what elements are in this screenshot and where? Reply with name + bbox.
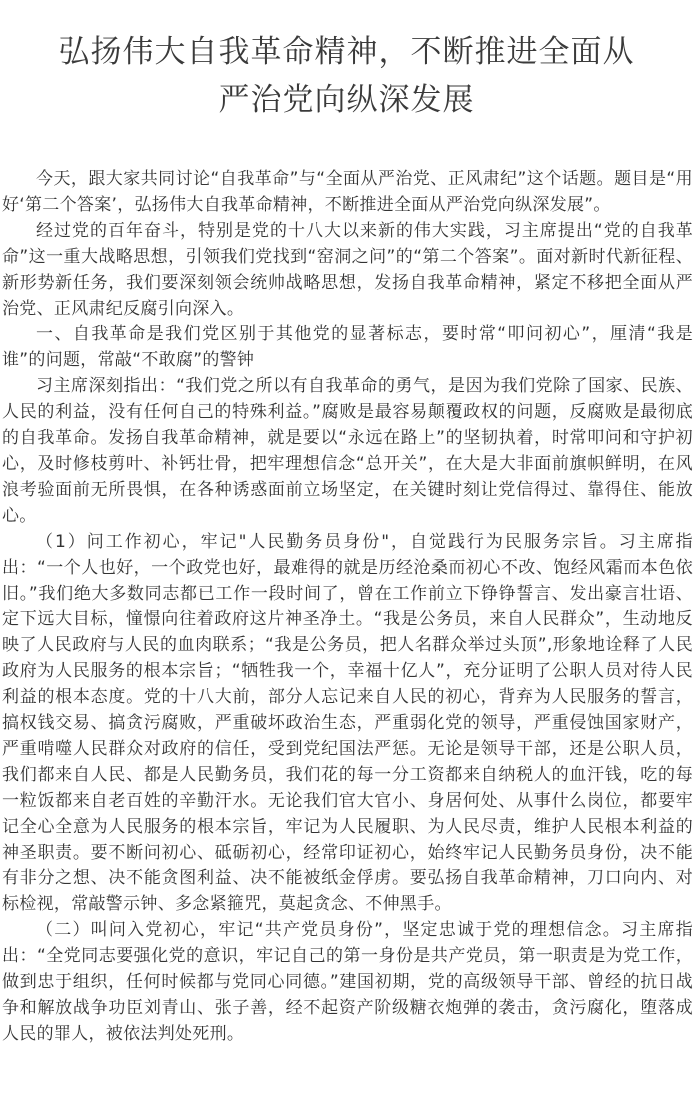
subsection-1: （1）问工作初心，牢记"人民勤务员身份"，自觉践行为民服务宗旨。习主席指出：“一个人也好，一个政党也好，最难得的就是历经沧桑而初心不改、饱经风霜而本色依旧。”我们绝大多数同志都已工作一段时间了，曾在工作前立下铮铮誓言、发出豪言壮语、定下远大目标，憧憬向往着政府这片神圣净土。“我是公务员，来自人民群众”，生动地反映了人民政府与人民的血肉联系；“我是公务员，把人名群众举过头顶”,形象地诠释了人民政府为人民服务的根本宗旨；“牺牲我一个，幸福十亿人”，充分证明了公职人员对待人民利益的根本态度。党的十八大前，部分人忘记来自人民的初心，背弃为人民服务的誓言，搞权钱交易、搞贪污腐败，严重破坏政治生态，严重弱化党的领导，严重侵蚀国家财产，严重啃噬人民群众对政府的信任，受到党纪国法严惩。无论是领导干部，还是公职人员，我们都来自人民、都是人民勤务员，我们花的每一分工资都来自纳税人的血汗钱，吃的每一粒饭都来自老百姓的辛勤汗水。无论我们官大官小、身居何处、从事什么岗位，都要牢记全心全意为人民服务的根本宗旨，牢记为人民履职、为人民尽责，维护人民根本利益的神圣职责。要不断问初心、砥砺初心，经常印证初心，始终牢记人民勤务员身份，决不能有非分之想、决不能贪图利益、决不能被纸金俘虏。要弘扬自我革命精神，刀口向内、对标检视，常敲警示钟、多念紧箍咒，莫起贪念、不伸黑手。 bbox=[2, 531, 693, 915]
title-line-2: 严治党向纵深发展 bbox=[218, 82, 475, 118]
paragraph-background: 经过党的百年奋斗，特别是党的十八大以来新的伟大实践，习主席提出“党的自我革命”这一重大战略思想，引领我们党找到“窑洞之问”的“第二个答案”。面对新时代新征程、新形势新任务，我们要深刻领会统帅战略思想，发扬自我革命精神，紧定不移把全面从严治党、正风肃纪反腐引向深入。 bbox=[2, 220, 693, 319]
document-body bbox=[2, 167, 693, 1048]
document-title bbox=[0, 28, 693, 124]
paragraph-intro: 今天，跟大家共同讨论“自我革命”与“全面从严治党、正风肃纪”这个话题。题目是“用好‘第二个答案’，弘扬伟大自我革命精神，不断推进全面从严治党向纵深发展”。 bbox=[2, 169, 693, 215]
section-heading-1: 一、自我革命是我们党区别于其他党的显著标志，要时常“叩问初心”，厘清“我是谁”的问题，常敲“不敢腐”的警钟 bbox=[2, 324, 693, 371]
title-line-1: 弘扬伟大自我革命精神，不断推进全面从 bbox=[58, 34, 635, 70]
subsection-2: （二）叫问入党初心，牢记“共产党员身份”，坚定忠诚于党的理想信念。习主席指出：“全党同志要强化党的意识，牢记自己的第一身份是共产党员，第一职责是为党工作，做到忠于组织，任何时候都与党同心同德。”建国初期，党的高级领导干部、曾经的抗日战争和解放战争功臣刘青山、张子善，经不起资产阶级糖衣炮弹的袭击，贪污腐化，堕落成人民的罪人，被依法判处死刑。 bbox=[2, 920, 693, 1044]
paragraph-section-1: 习主席深刻指出：“我们党之所以有自我革命的勇气，是因为我们党除了国家、民族、人民的利益，没有任何自己的特殊利益。”腐败是最容易颠覆政权的问题，反腐败是最彻底的自我革命。发扬自我革命精神，就是要以“永远在路上”的坚韧执着，时常叩问和守护初心，及时修枝剪叶、补钙壮骨，把牢理想信念“总开关”，在大是大非面前旗帜鲜明，在风浪考验面前无所畏惧，在各种诱惑面前立场坚定，在关键时刻让党信得过、靠得住、能放心。 bbox=[2, 376, 693, 526]
